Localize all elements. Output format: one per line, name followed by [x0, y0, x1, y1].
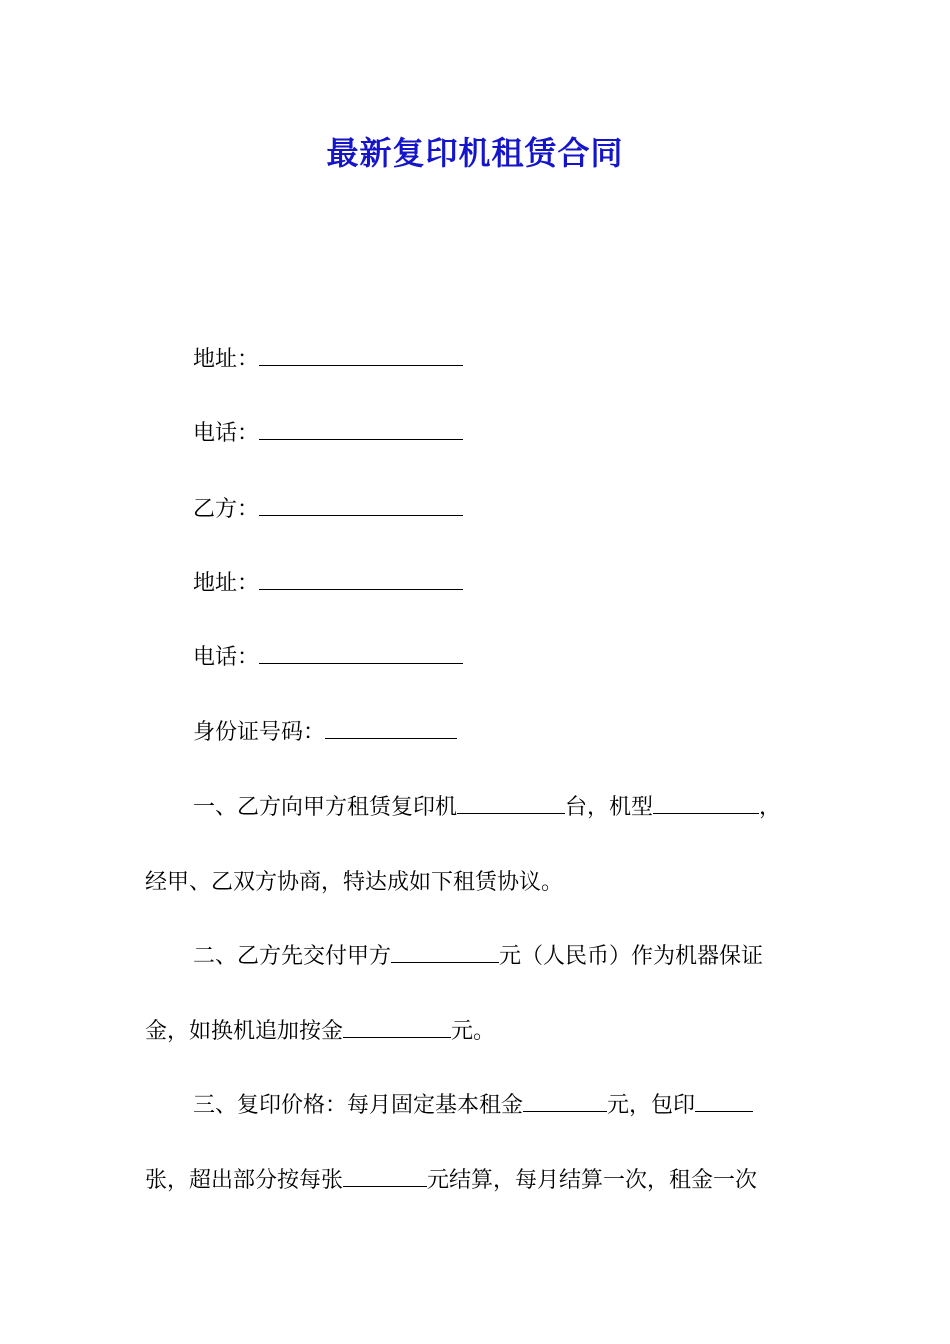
blank-line: [325, 737, 457, 739]
field-label: 地址：: [193, 571, 260, 596]
blank-line: [259, 438, 463, 440]
blank-line: [343, 1036, 451, 1038]
clause-3-line-1: [193, 1086, 753, 1126]
blank-line: [523, 1110, 607, 1112]
field-phone-b: [193, 638, 463, 678]
clause-text: 元，包印: [607, 1093, 696, 1118]
clause-text: 张，超出部分按每张: [145, 1168, 344, 1193]
document-title: 最新复印机租赁合同: [326, 134, 624, 172]
field-id-number: [193, 713, 457, 753]
blank-line: [695, 1110, 753, 1112]
clause-text: 一、乙方向甲方租赁复印机: [193, 795, 458, 820]
field-label: 地址：: [193, 347, 260, 372]
clause-2-line-2: [145, 1012, 495, 1052]
clause-3-line-2: [145, 1161, 757, 1201]
field-label: 电话：: [193, 421, 260, 446]
blank-line: [343, 1185, 427, 1187]
field-address-a: [193, 340, 463, 380]
field-address-b: [193, 564, 463, 604]
blank-line: [259, 588, 463, 590]
blank-line: [259, 514, 463, 516]
blank-line: [457, 812, 565, 814]
field-party-b: [193, 490, 463, 530]
field-phone-a: [193, 414, 463, 454]
blank-line: [653, 812, 759, 814]
clause-text: 二、乙方先交付甲方: [193, 944, 392, 969]
blank-line: [391, 961, 499, 963]
clause-text: 经甲、乙双方协商，特达成如下租赁协议。: [145, 870, 564, 895]
clause-text: 元。: [451, 1019, 496, 1044]
clause-text: ，: [759, 795, 782, 820]
blank-line: [259, 364, 463, 366]
clause-text: 台，机型: [565, 795, 654, 820]
field-label: 乙方：: [193, 497, 260, 522]
blank-line: [259, 662, 463, 664]
clause-1-line-2: [145, 863, 563, 903]
clause-1-line-1: [193, 788, 781, 828]
field-label: 电话：: [193, 645, 260, 670]
clause-text: 元（人民币）作为机器保证: [499, 944, 764, 969]
clause-text: 金，如换机追加按金: [145, 1019, 344, 1044]
clause-text: 三、复印价格：每月固定基本租金: [193, 1093, 524, 1118]
field-label: 身份证号码：: [193, 720, 326, 745]
clause-text: 元结算，每月结算一次，租金一次: [427, 1168, 758, 1193]
clause-2-line-1: [193, 937, 763, 977]
